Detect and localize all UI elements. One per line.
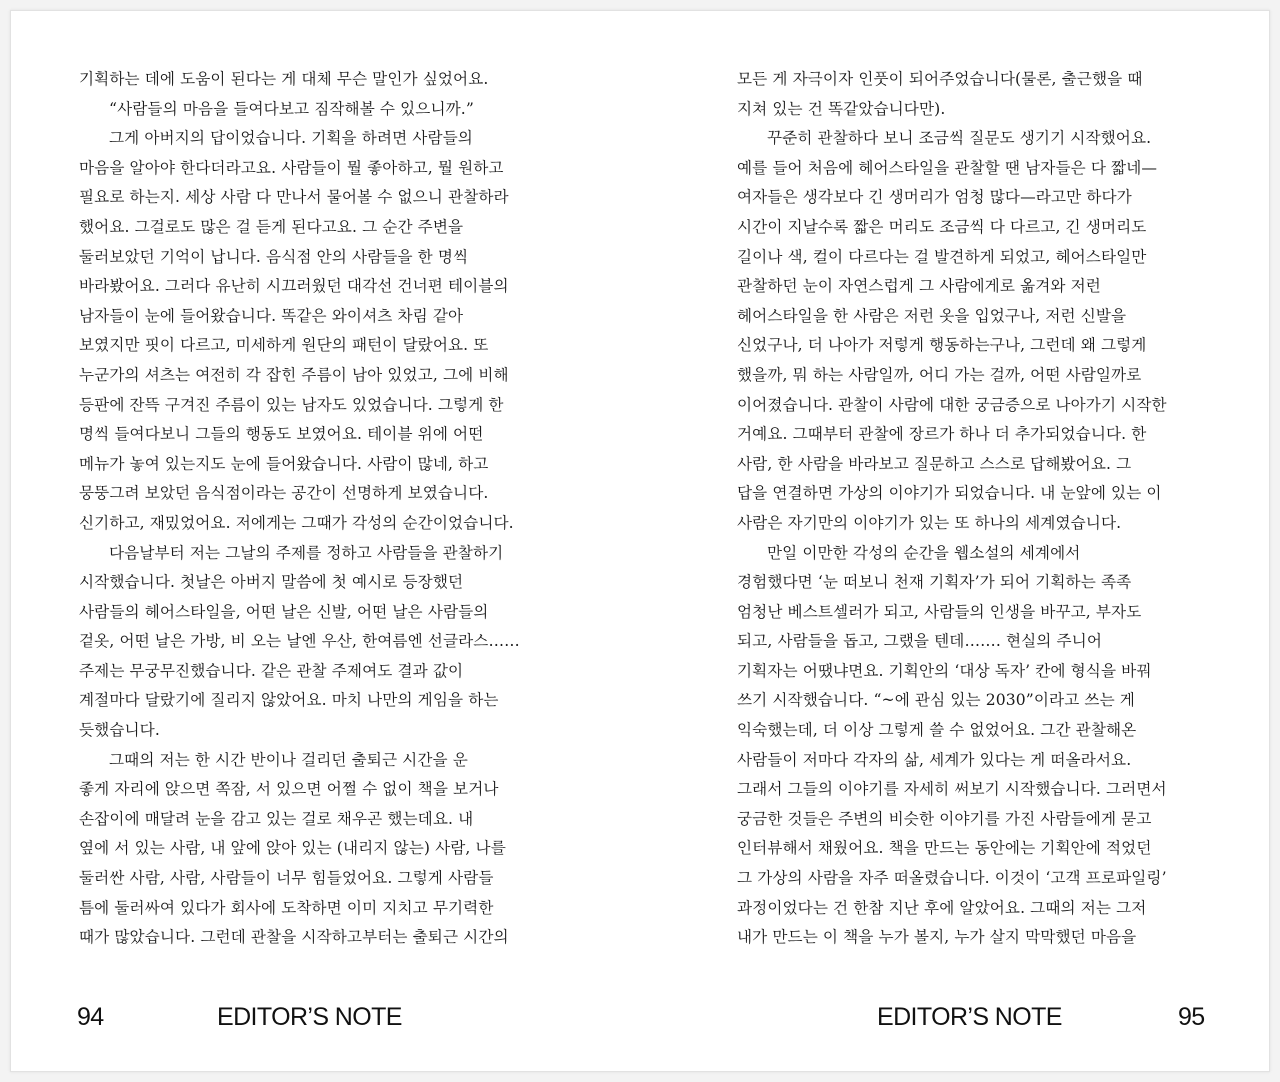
text-line: 시간이 지날수록 짧은 머리도 조금씩 다 다르고, 긴 생머리도	[737, 217, 1147, 236]
text-line: 명씩 들여다보니 그들의 행동도 보였어요. 테이블 위에 어떤	[79, 425, 484, 444]
right-page-number: 95	[1178, 1003, 1205, 1031]
text-line: 메뉴가 놓여 있는지도 눈에 들어왔습니다. 사람이 많네, 하고	[79, 454, 489, 473]
text-line: 경험했다면 ‘눈 떠보니 천재 기획자’가 되어 기획하는 족족	[737, 573, 1132, 592]
left-page-number: 94	[77, 1003, 104, 1031]
text-line: 그래서 그들의 이야기를 자세히 써보기 시작했습니다. 그러면서	[737, 780, 1167, 799]
text-line: 사람, 한 사람을 바라보고 질문하고 스스로 답해봤어요. 그	[737, 454, 1132, 473]
text-line: 주제는 무궁무진했습니다. 같은 관찰 주제여도 결과 값이	[79, 661, 464, 680]
text-line: 인터뷰해서 채웠어요. 책을 만드는 동안에는 기획안에 적었던	[737, 839, 1152, 858]
text-line: 익숙했는데, 더 이상 그렇게 쓸 수 없었어요. 그간 관찰해온	[737, 721, 1137, 740]
text-line: 그 가상의 사람을 자주 떠올렸습니다. 이것이 ‘고객 프로파일링’	[737, 869, 1167, 888]
text-line: 여자들은 생각보다 긴 생머리가 엄청 많다—라고만 하다가	[737, 188, 1132, 207]
text-line: 사람들의 헤어스타일을, 어떤 날은 신발, 어떤 날은 사람들의	[79, 602, 489, 621]
text-line: 계절마다 달랐기에 질리지 않았어요. 마치 나만의 게임을 하는	[79, 691, 499, 710]
text-line: 손잡이에 매달려 눈을 감고 있는 걸로 채우곤 했는데요. 내	[79, 809, 474, 828]
right-page-body-text	[737, 65, 1217, 953]
text-line: 예를 들어 처음에 헤어스타일을 관찰할 땐 남자들은 다 짧네—	[737, 158, 1158, 177]
text-line: 시작했습니다. 첫날은 아버지 말씀에 첫 예시로 등장했던	[79, 573, 464, 592]
text-line: 그게 아버지의 답이었습니다. 기획을 하려면 사람들의	[109, 129, 473, 148]
text-line: 듯했습니다.	[79, 721, 160, 740]
text-line: 기획하는 데에 도움이 된다는 게 대체 무슨 말인가 싶었어요.	[79, 70, 489, 88]
text-line: 등판에 잔뜩 구겨진 주름이 있는 남자도 있었습니다. 그렇게 한	[79, 395, 504, 414]
text-line: 꾸준히 관찰하다 보니 조금씩 질문도 생기기 시작했어요.	[767, 129, 1152, 148]
text-line: 신었구나, 더 나아가 저렇게 행동하는구나, 그런데 왜 그렇게	[737, 336, 1147, 355]
text-line: 바라봤어요. 그러다 유난히 시끄러웠던 대각선 건너편 테이블의	[79, 277, 509, 296]
text-line: 기획자는 어땠냐면요. 기획안의 ‘대상 독자’ 칸에 형식을 바꿔	[737, 661, 1152, 680]
text-line: 내가 만드는 이 책을 누가 볼지, 누가 살지 막막했던 마음을	[737, 928, 1137, 947]
text-line: 답을 연결하면 가상의 이야기가 되었습니다. 내 눈앞에 있는 이	[737, 484, 1162, 503]
text-line: 그때의 저는 한 시간 반이나 걸리던 출퇴근 시간을 운	[109, 750, 468, 769]
left-running-title: EDITOR’S NOTE	[217, 1003, 402, 1031]
text-line: 모든 게 자극이자 인풋이 되어주었습니다(물론, 출근했을 때	[737, 70, 1143, 88]
text-line: 때가 많았습니다. 그런데 관찰을 시작하고부터는 출퇴근 시간의	[79, 928, 509, 947]
text-line: 신기하고, 재밌었어요. 저에게는 그때가 각성의 순간이었습니다.	[79, 513, 514, 532]
text-line: 궁금한 것들은 주변의 비슷한 이야기를 가진 사람들에게 묻고	[737, 809, 1152, 828]
text-line: 거예요. 그때부터 관찰에 장르가 하나 더 추가되었습니다. 한	[737, 425, 1147, 444]
text-line: 되고, 사람들을 돕고, 그랬을 텐데……. 현실의 주니어	[737, 632, 1103, 651]
book-spread	[10, 10, 1270, 1072]
text-line: 했을까, 뭐 하는 사람일까, 어디 가는 걸까, 어떤 사람일까로	[737, 365, 1142, 384]
text-line: 필요로 하는지. 세상 사람 다 만나서 물어볼 수 없으니 관찰하라	[79, 188, 509, 207]
text-line: 과정이었다는 건 한참 지난 후에 알았어요. 그때의 저는 그저	[737, 898, 1147, 917]
text-line: 지쳐 있는 건 똑같았습니다만).	[737, 99, 946, 118]
text-line: 헤어스타일을 한 사람은 저런 옷을 입었구나, 저런 신발을	[737, 306, 1127, 325]
text-line: 마음을 알아야 한다더라고요. 사람들이 뭘 좋아하고, 뭘 원하고	[79, 158, 504, 177]
text-line: 둘러싼 사람, 사람, 사람들이 너무 힘들었어요. 그렇게 사람들	[79, 869, 494, 888]
text-line: 다음날부터 저는 그날의 주제를 정하고 사람들을 관찰하기	[109, 543, 504, 562]
text-line: 좋게 자리에 앉으면 쪽잠, 서 있으면 어쩔 수 없이 책을 보거나	[79, 780, 499, 799]
text-line: 남자들이 눈에 들어왔습니다. 똑같은 와이셔츠 차림 같아	[79, 306, 464, 325]
left-page	[11, 11, 640, 1071]
left-page-body-text	[79, 65, 559, 953]
text-line: 뭉뚱그려 보았던 음식점이라는 공간이 선명하게 보였습니다.	[79, 484, 489, 503]
text-line: 겉옷, 어떤 날은 가방, 비 오는 날엔 우산, 한여름엔 선글라스……	[79, 632, 520, 651]
text-line: 보였지만 핏이 다르고, 미세하게 원단의 패턴이 달랐어요. 또	[79, 336, 489, 355]
text-line: 둘러보았던 기억이 납니다. 음식점 안의 사람들을 한 명씩	[79, 247, 469, 266]
text-line: 만일 이만한 각성의 순간을 웹소설의 세계에서	[767, 543, 1081, 562]
right-running-title: EDITOR’S NOTE	[877, 1003, 1062, 1031]
text-line: 옆에 서 있는 사람, 내 앞에 앉아 있는 (내리지 않는) 사람, 나를	[79, 839, 506, 858]
text-line: 이어졌습니다. 관찰이 사람에 대한 궁금증으로 나아가기 시작한	[737, 395, 1167, 414]
text-line: 쓰기 시작했습니다. “~에 관심 있는 2030”이라고 쓰는 게	[737, 691, 1135, 710]
text-line: 누군가의 셔츠는 여전히 각 잡힌 주름이 남아 있었고, 그에 비해	[79, 365, 509, 384]
text-line: 사람은 자기만의 이야기가 있는 또 하나의 세계였습니다.	[737, 513, 1122, 532]
text-line: 했어요. 그걸로도 많은 걸 듣게 된다고요. 그 순간 주변을	[79, 217, 464, 236]
text-line: 길이나 색, 컬이 다르다는 걸 발견하게 되었고, 헤어스타일만	[737, 247, 1147, 266]
text-line: 틈에 둘러싸여 있다가 회사에 도착하면 이미 지치고 무기력한	[79, 898, 494, 917]
text-line: 관찰하던 눈이 자연스럽게 그 사람에게로 옮겨와 저런	[737, 277, 1101, 296]
text-line: 엄청난 베스트셀러가 되고, 사람들의 인생을 바꾸고, 부자도	[737, 602, 1142, 621]
text-line: “사람들의 마음을 들여다보고 짐작해볼 수 있으니까.”	[109, 99, 474, 118]
right-page	[640, 11, 1269, 1071]
text-line: 사람들이 저마다 각자의 삶, 세계가 있다는 게 떠올라서요.	[737, 750, 1132, 769]
